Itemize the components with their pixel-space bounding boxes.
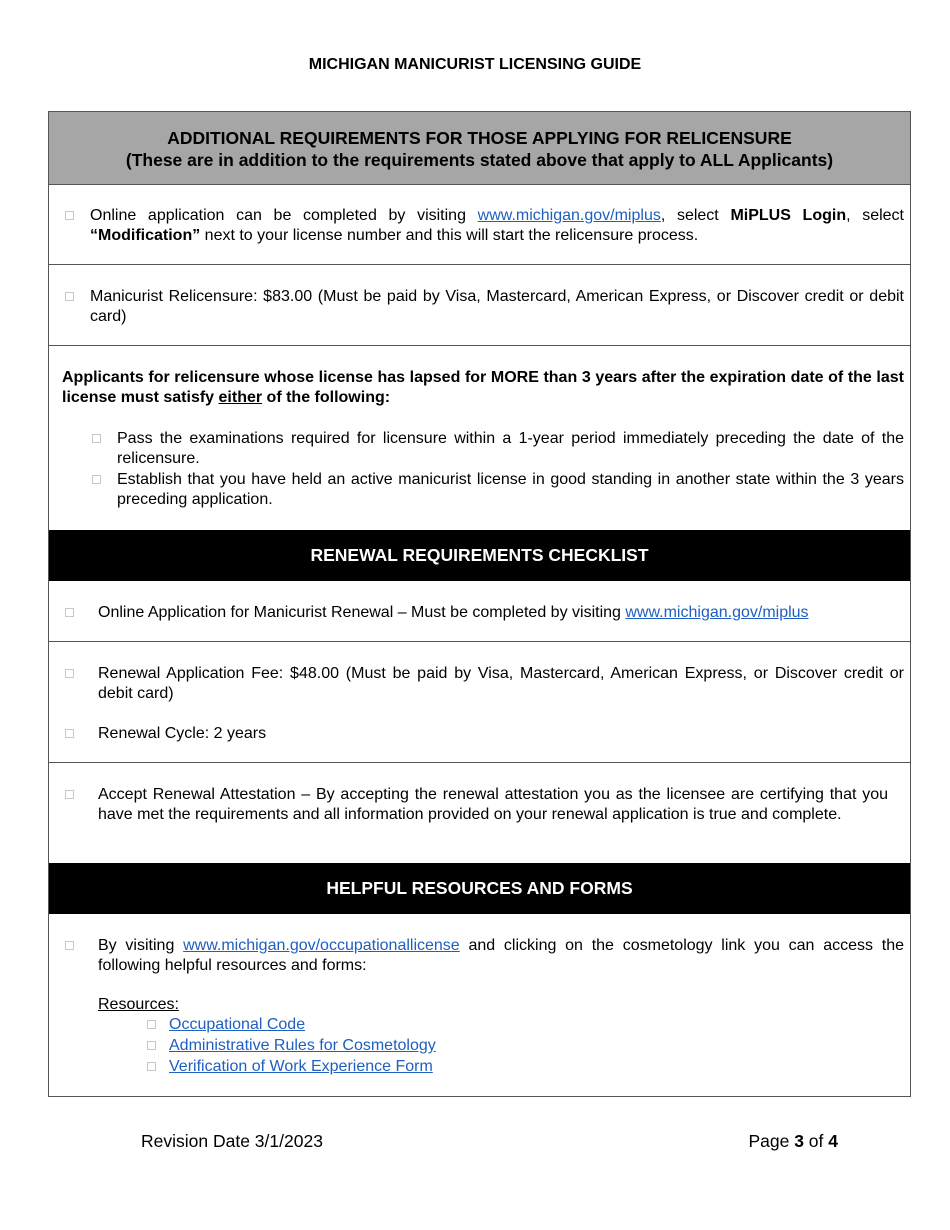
checkbox[interactable]: [65, 729, 74, 738]
verification-form-link[interactable]: Verification of Work Experience Form: [169, 1058, 433, 1075]
lapsed-license-section: [49, 346, 910, 530]
miplus-link[interactable]: www.michigan.gov/miplus: [625, 604, 809, 621]
renewal-cycle-text: Renewal Cycle: 2 years: [98, 725, 267, 742]
resources-label: Resources:: [98, 996, 179, 1013]
page-title: MICHIGAN MANICURIST LICENSING GUIDE: [308, 56, 642, 73]
resources-section: [49, 914, 910, 1096]
renewal-item-online: [49, 581, 910, 642]
relicensure-heading-line2: (These are in addition to the requirements stated above that apply to ALL Applicants): [125, 150, 834, 170]
lapsed-option: Pass the examinations required for licensure within a 1-year period immediately preceding the date of the relicensure.: [117, 430, 904, 467]
text: Page: [748, 1131, 795, 1151]
checkbox[interactable]: [147, 1041, 156, 1050]
renewal-heading: RENEWAL REQUIREMENTS CHECKLIST: [49, 530, 910, 581]
text: , select: [846, 207, 905, 224]
relicensure-item-fee: [49, 265, 910, 346]
checkbox[interactable]: [65, 292, 74, 301]
checkbox[interactable]: [65, 211, 74, 220]
page-number: [748, 1131, 838, 1152]
miplus-login-label: MiPLUS Login: [730, 207, 847, 224]
modification-label: “Modification”: [90, 227, 201, 244]
lapsed-option: Establish that you have held an active manicurist license in good standing in another state within the 3 years preceding application.: [117, 471, 904, 508]
occupational-license-link[interactable]: www.michigan.gov/occupationallicense: [183, 937, 460, 954]
text: Online Application for Manicurist Renewal – Must be completed by visiting: [98, 604, 626, 621]
total-pages: 4: [828, 1131, 838, 1151]
revision-date: Revision Date 3/1/2023: [141, 1131, 323, 1151]
text: next to your license number and this will start the relicensure process.: [200, 227, 699, 244]
relicensure-item-online: [49, 185, 910, 265]
renewal-fee-section: [49, 642, 910, 763]
text: Online application can be completed by visiting: [90, 207, 478, 224]
attestation-text: Accept Renewal Attestation – By accepting the renewal attestation you as the licensee are certifying that you have met the requirements and all information provided on your renewal application is true and complete.: [98, 786, 888, 823]
text: and clicking on the cosmetology link you can access the following helpful resources and forms:: [98, 937, 905, 974]
current-page: 3: [794, 1131, 804, 1151]
checkbox[interactable]: [92, 475, 101, 484]
text: of the following:: [262, 389, 391, 406]
text: , select: [660, 207, 731, 224]
checkbox[interactable]: [65, 941, 74, 950]
checkbox[interactable]: [147, 1062, 156, 1071]
text: By visiting: [98, 937, 184, 954]
relicensure-heading-line1: ADDITIONAL REQUIREMENTS FOR THOSE APPLYING FOR RELICENSURE: [167, 128, 792, 148]
relicensure-heading: [49, 112, 910, 185]
text: Applicants for relicensure whose license has lapsed for MORE than 3 years after the expiration date of the last license must satisfy: [62, 369, 904, 406]
renewal-attestation-section: [49, 763, 910, 863]
miplus-link[interactable]: www.michigan.gov/miplus: [477, 207, 661, 224]
either-emphasis: either: [218, 389, 263, 406]
checkbox[interactable]: [65, 669, 74, 678]
checkbox[interactable]: [147, 1020, 156, 1029]
text: of: [803, 1131, 829, 1151]
resources-heading: HELPFUL RESOURCES AND FORMS: [49, 863, 910, 914]
renewal-fee-text: Renewal Application Fee: $48.00 (Must be paid by Visa, Mastercard, American Express, or Discover credit or debit card): [98, 665, 904, 702]
checkbox[interactable]: [92, 434, 101, 443]
occupational-code-link[interactable]: Occupational Code: [169, 1016, 306, 1033]
checkbox[interactable]: [65, 608, 74, 617]
checkbox[interactable]: [65, 790, 74, 799]
relicensure-fee-text: Manicurist Relicensure: $83.00 (Must be paid by Visa, Mastercard, American Express, or Discover credit or debit card): [90, 288, 904, 325]
requirements-box: [48, 111, 911, 1097]
administrative-rules-link[interactable]: Administrative Rules for Cosmetology: [169, 1037, 436, 1054]
